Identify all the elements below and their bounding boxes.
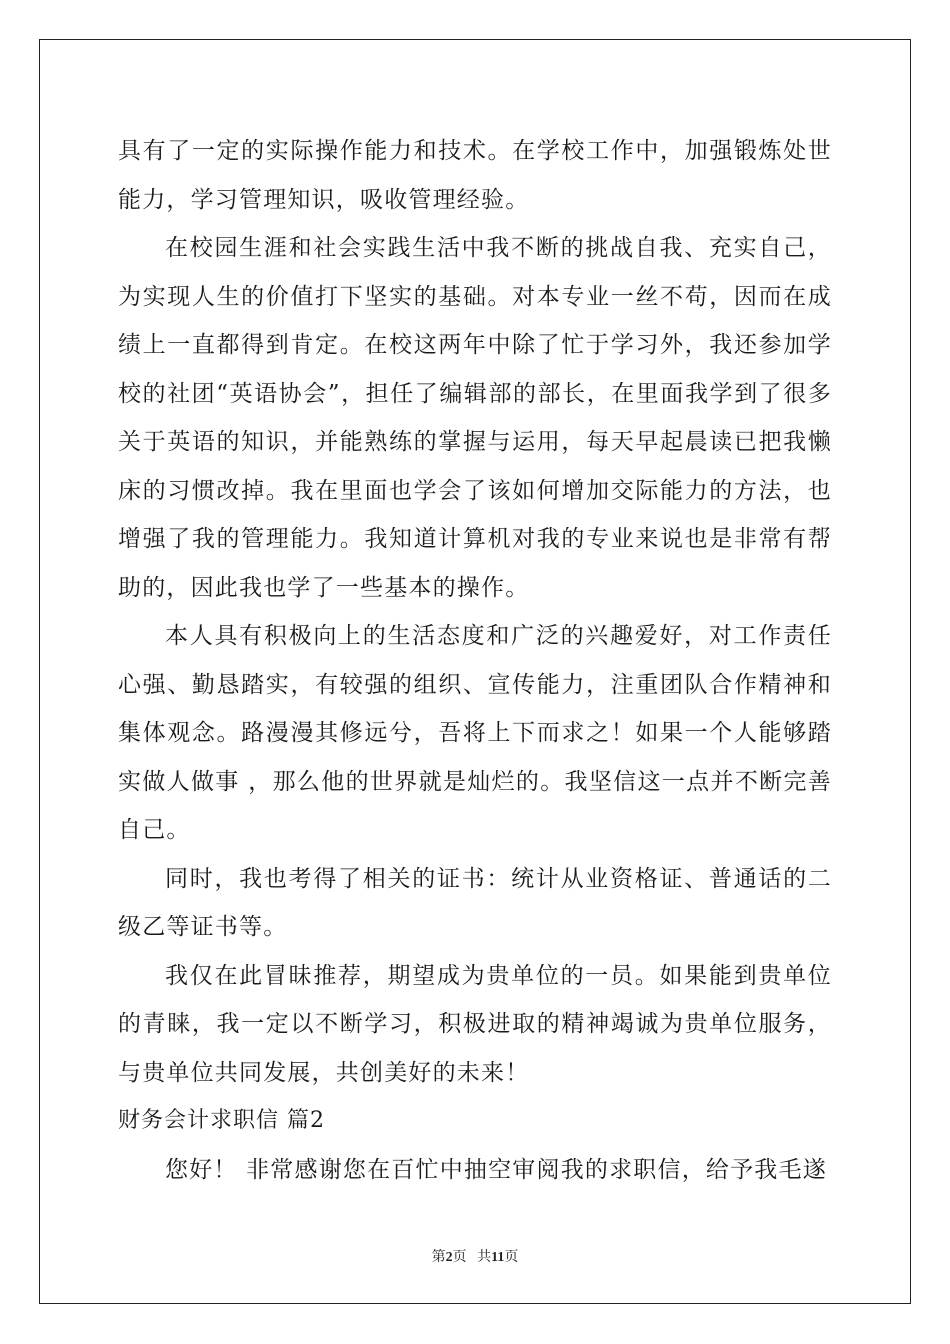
paragraph-2: 在校园生涯和社会实践生活中我不断的挑战自我、充实自己，为实现人生的价值打下坚实的基础。对本专业一丝不苟，因而在成绩上一直都得到肯定。在校这两年中除了忙于学习外，我还参加学校的社团“英语协会”，担任了编辑部的部长，在里面我学到了很多关于英语的知识，并能熟练的掌握与运用，每天早起晨读已把我懒床的习惯改掉。我在里面也学会了该如何增加交际能力的方法，也增强了我的管理能力。我知道计算机对我的专业来说也是非常有帮助的，因此我也学了一些基本的操作。 [118,235,832,601]
footer-total-pages: 11 [491,1250,505,1265]
footer-prefix: 第 [431,1250,446,1265]
footer-page-suffix: 页 [452,1250,467,1265]
paragraph-3: 本人具有积极向上的生活态度和广泛的兴趣爱好，对工作责任心强、勤恳踏实，有较强的组织、宣传能力，注重团队合作精神和集体观念。路漫漫其修远兮，吾将上下而求之！如果一个人能够踏实做人做事 ，那么他的世界就是灿烂的。我坚信这一点并不断完善自己。 [118,623,832,843]
footer-total-prefix: 共 [477,1250,492,1265]
paragraph-5: 我仅在此冒昧推荐，期望成为贵单位的一员。如果能到贵单位的青睐，我一定以不断学习，积极进取的精神竭诚为贵单位服务，与贵单位共同发展，共创美好的未来！ [118,962,832,1086]
footer-page-number: 2 [445,1250,453,1265]
closing-paragraph: 您好！ 非常感谢您在百忙中抽空审阅我的求职信，给予我毛遂 [165,1156,827,1183]
paragraph-4: 同时，我也考得了相关的证书：统计从业资格证、普通话的二级乙等证书等。 [118,865,832,940]
footer-total-suffix: 页 [504,1250,519,1265]
document-body [118,127,832,1194]
page-footer [0,1246,950,1266]
section-heading: 财务会计求职信 篇2 [118,1108,325,1133]
paragraph-1: 具有了一定的实际操作能力和技术。在学校工作中，加强锻炼处世能力，学习管理知识，吸收管理经验。 [118,138,832,213]
